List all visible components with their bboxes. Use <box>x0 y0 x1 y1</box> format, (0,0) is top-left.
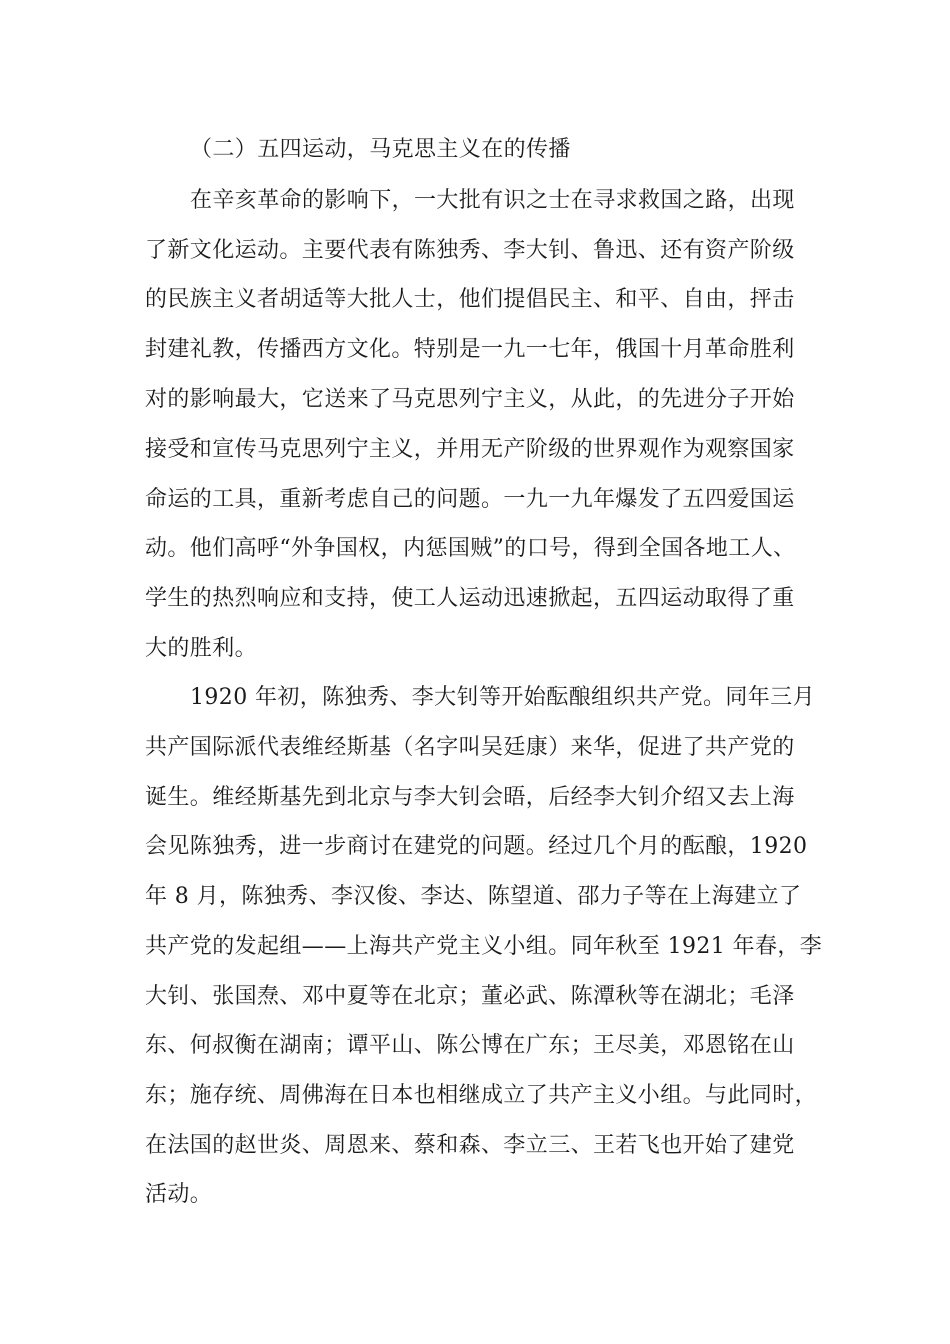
paragraph-1-line: 接受和宣传马克思列宁主义，并用无产阶级的世界观作为观察国家 <box>145 437 795 462</box>
section-heading: （二）五四运动，马克思主义在的传播 <box>190 137 571 162</box>
paragraph-2-line: 大钊、张国焘、邓中夏等在北京；董必武、陈潭秋等在湖北；毛泽 <box>145 984 795 1009</box>
paragraph-2-line: 诞生。维经斯基先到北京与李大钊会晤，后经李大钊介绍又去上海 <box>145 785 795 810</box>
paragraph-1-line: 学生的热烈响应和支持，使工人运动迅速掀起，五四运动取得了重 <box>145 586 795 611</box>
paragraph-2-line: 东、何叔衡在湖南；谭平山、陈公博在广东；王尽美，邓恩铭在山 <box>145 1033 795 1058</box>
paragraph-1-line: 了新文化运动。主要代表有陈独秀、李大钊、鲁迅、还有资产阶级 <box>145 238 795 263</box>
paragraph-2-line: 共产国际派代表维经斯基（名字叫吴廷康）来华，促进了共产党的 <box>145 735 795 760</box>
paragraph-1-line: 对的影响最大，它送来了马克思列宁主义，从此，的先进分子开始 <box>145 387 795 412</box>
paragraph-1-line: 命运的工具，重新考虑自己的问题。一九一九年爆发了五四爱国运 <box>145 487 795 512</box>
paragraph-1-line: 大的胜利。 <box>145 636 258 661</box>
paragraph-1-line: 动。他们高呼“外争国权，内惩国贼”的口号，得到全国各地工人、 <box>145 536 796 561</box>
paragraph-1-line: 封建礼教，传播西方文化。特别是一九一七年，俄国十月革命胜利 <box>145 337 795 362</box>
paragraph-1-line: 的民族主义者胡适等大批人士，他们提倡民主、和平、自由，抨击 <box>145 287 795 312</box>
paragraph-2-line: 1920 年初，陈独秀、李大钊等开始酝酿组织共产党。同年三月 <box>190 685 815 710</box>
paragraph-2-line: 年 8 月，陈独秀、李汉俊、李达、陈望道、邵力子等在上海建立了 <box>145 884 802 909</box>
paragraph-2-line: 东；施存统、周佛海在日本也相继成立了共产主义小组。与此同时， <box>145 1083 818 1108</box>
paragraph-2-line: 活动。 <box>145 1182 213 1207</box>
paragraph-1-line: 在辛亥革命的影响下，一大批有识之士在寻求救国之路，出现 <box>190 188 795 213</box>
paragraph-2-line: 会见陈独秀，进一步商讨在建党的问题。经过几个月的酝酿，1920 <box>145 834 808 859</box>
paragraph-2-line: 在法国的赵世炎、周恩来、蔡和森、李立三、王若飞也开始了建党 <box>145 1133 795 1158</box>
paragraph-2-line: 共产党的发起组——上海共产党主义小组。同年秋至 1921 年春，李 <box>145 934 823 959</box>
